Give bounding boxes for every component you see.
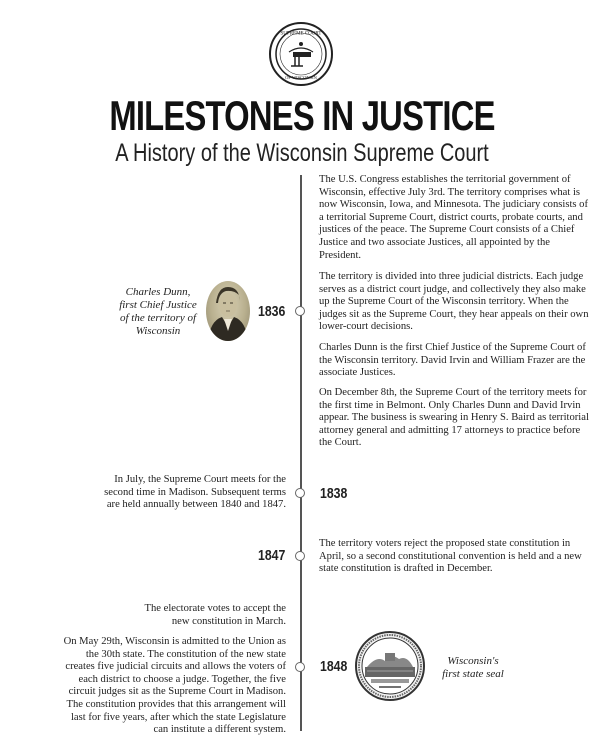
event-1848-paragraph-2: On May 29th, Wisconsin is admitted to the Union as the 30th state. The constitution of the new state creates five judicial circuits and allows the voters of each district to choose a judge. Together, the five circuit judges sit as the Supreme Court in Madison. The constitution provides that this arrangement will last for five years, after which the state Legislature can institute a different system. bbox=[63, 636, 286, 736]
event-1836-paragraph-3: Charles Dunn is the first Chief Justice of the Supreme Court of the Wisconsin territory. David Irvin and William Frazer are the associate Justices. bbox=[319, 342, 586, 379]
timeline-marker-1847 bbox=[295, 551, 305, 561]
svg-text:OF WISCONSIN: OF WISCONSIN bbox=[285, 75, 317, 80]
wisconsin-state-seal-icon bbox=[355, 631, 425, 701]
timeline-axis bbox=[300, 175, 302, 731]
supreme-court-seal-icon bbox=[269, 22, 333, 86]
caption-line: of the territory of bbox=[119, 312, 197, 324]
page-subtitle: A History of the Wisconsin Supreme Court bbox=[115, 139, 489, 167]
year-label-1848: 1848 bbox=[320, 658, 348, 675]
caption-line: first state seal bbox=[442, 668, 504, 680]
portrait-icon bbox=[206, 281, 250, 341]
event-1836-paragraph-4: On December 8th, the Supreme Court of the territory meets for the first time in Belmont. Only Charles Dunn and David Irvin appear. The business is swearing in Henry S. Baird as territorial attorney general and admitting 17 attorneys to practice before the Court. bbox=[319, 387, 589, 449]
year-label-1838: 1838 bbox=[320, 485, 348, 502]
event-1836-paragraph-1: The U.S. Congress establishes the territorial government of Wisconsin, effective July 3rd. The territory comprises what is now Wisconsin, Iowa, and Minnesota. The judiciary consists of a territorial Supreme Court, district courts, probate courts, and justices of the peace. The Supreme Court consists of a Chief Justice and two associate Justices, all appointed by the President. bbox=[319, 174, 588, 261]
page-title: MILESTONES IN JUSTICE bbox=[109, 92, 495, 139]
svg-text:SUPREME COURT: SUPREME COURT bbox=[280, 31, 322, 37]
event-1838-paragraph: In July, the Supreme Court meets for the second time in Madison. Subsequent terms are held annually between 1840 and 1847. bbox=[104, 474, 286, 511]
event-1847-paragraph: The territory voters reject the proposed state constitution in April, so a second constitutional convention is held and a new state constitution is drafted in December. bbox=[319, 538, 582, 575]
caption-line: Wisconsin bbox=[135, 325, 181, 337]
event-1836-paragraph-2: The territory is divided into three judicial districts. Each judge serves as a district court judge, and collectively they also make up the Supreme Court of the Wisconsin territory. When the judges sit as the Supreme Court, they hear appeals on their own lower-court decisions. bbox=[319, 271, 589, 333]
portrait-caption bbox=[110, 286, 206, 338]
caption-line: Charles Dunn, bbox=[125, 286, 191, 298]
charles-dunn-portrait bbox=[206, 281, 250, 341]
timeline-marker-1836 bbox=[295, 306, 305, 316]
timeline-marker-1848 bbox=[295, 662, 305, 672]
timeline-marker-1838 bbox=[295, 488, 305, 498]
state-seal-caption bbox=[428, 655, 518, 681]
year-label-1836: 1836 bbox=[258, 303, 286, 320]
caption-line: Wisconsin's bbox=[447, 655, 499, 667]
caption-line: first Chief Justice bbox=[119, 299, 197, 311]
year-label-1847: 1847 bbox=[258, 547, 286, 564]
event-1848-paragraph-1: The electorate votes to accept the new constitution in March. bbox=[144, 603, 286, 627]
